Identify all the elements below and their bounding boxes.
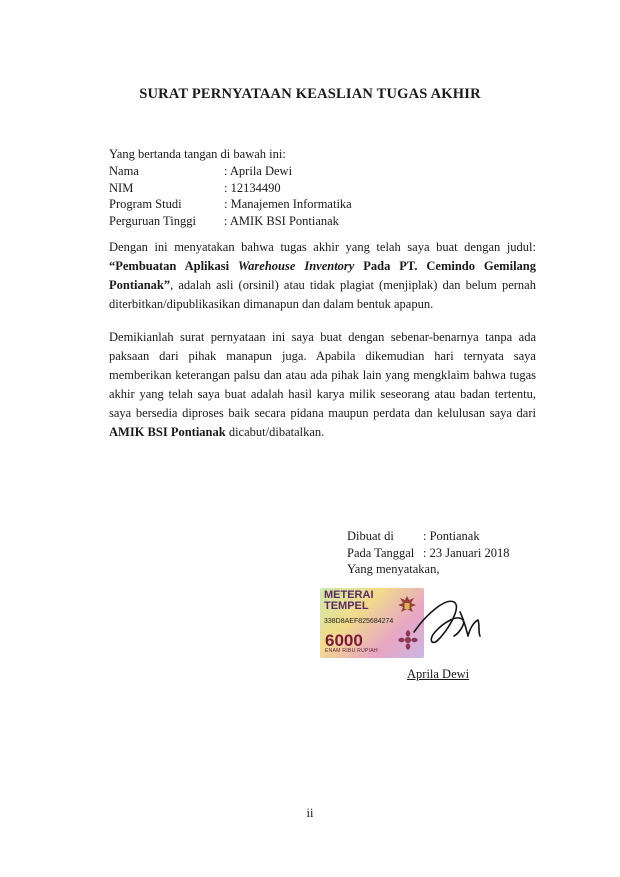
declaration-paragraph (109, 328, 536, 442)
field-label: Nama (109, 164, 139, 178)
statement-text-end: , adalah asli (orsinil) atau tidak plagiat (menjiplak) dan belum pernah diterbitkan/dipublikasikan dimanapun dan dalam bentuk apapun. (109, 278, 536, 311)
field-row-program (109, 196, 352, 213)
stamp-words: ENAM RIBU RUPIAH (325, 648, 378, 654)
document-title: SURAT PERNYATAAN KEASLIAN TUGAS AKHIR (139, 86, 481, 102)
page-number: ii (306, 806, 314, 820)
field-label: NIM (109, 180, 134, 195)
date-label: Pada Tanggal (347, 545, 415, 560)
field-row-institution (109, 213, 352, 230)
thesis-title-start: “Pembuatan Aplikasi (109, 259, 238, 273)
handwritten-signature (408, 590, 488, 655)
identity-fields (109, 163, 352, 229)
statement-text: Dengan ini menyatakan bahwa tugas akhir yang telah saya buat dengan judul: (109, 240, 536, 254)
stamp-line1: METERAI (324, 589, 374, 601)
date-value: : 23 Januari 2018 (423, 545, 510, 560)
declaration-text: Demikianlah surat pernyataan ini saya buat dengan sebenar-benarnya tanpa ada paksaan dari pihak manapun juga. Apabila dikemudian hari ternyata saya memberikan keterangan palsu dan atau ada pihak lain yang mengklaim bahwa tugas akhir yang telah saya buat adalah hasil karya milik seseorang atau badan tertentu, saya bersedia diproses baik secara pidana maupun perdata dan kelulusan saya dari (109, 330, 536, 420)
field-row-nim (109, 180, 352, 197)
place-label: Dibuat di (347, 529, 394, 543)
thesis-title-end: Pada PT. Cemindo Gemilang Pontianak” (109, 259, 536, 292)
statement-paragraph (109, 238, 536, 314)
date-row (347, 545, 509, 562)
signer-name: Aprila Dewi (407, 667, 470, 681)
field-value: : AMIK BSI Pontianak (224, 213, 339, 228)
declarant-label: Yang menyatakan, (347, 562, 440, 576)
field-label: Program Studi (109, 197, 182, 211)
place-value: : Pontianak (423, 529, 480, 543)
stamp-value: 6000 (325, 631, 363, 650)
place-row (347, 528, 509, 545)
thesis-title-italic: Warehouse Inventory (238, 259, 355, 273)
stamp-header (324, 590, 374, 612)
field-row-name (109, 163, 352, 180)
stamp-serial: 338D8AEF825684274 (324, 618, 394, 625)
field-value: : Aprila Dewi (224, 164, 293, 178)
intro-text: Yang bertanda tangan di bawah ini: (109, 147, 286, 161)
stamp-line2: TEMPEL (324, 600, 369, 612)
field-value: : Manajemen Informatika (224, 197, 352, 211)
declaration-text-end: dicabut/dibatalkan. (225, 425, 325, 439)
signature-block (347, 528, 509, 578)
field-value: : 12134490 (224, 180, 281, 195)
institution-name: AMIK BSI Pontianak (109, 425, 226, 439)
field-label: Perguruan Tinggi (109, 213, 196, 228)
